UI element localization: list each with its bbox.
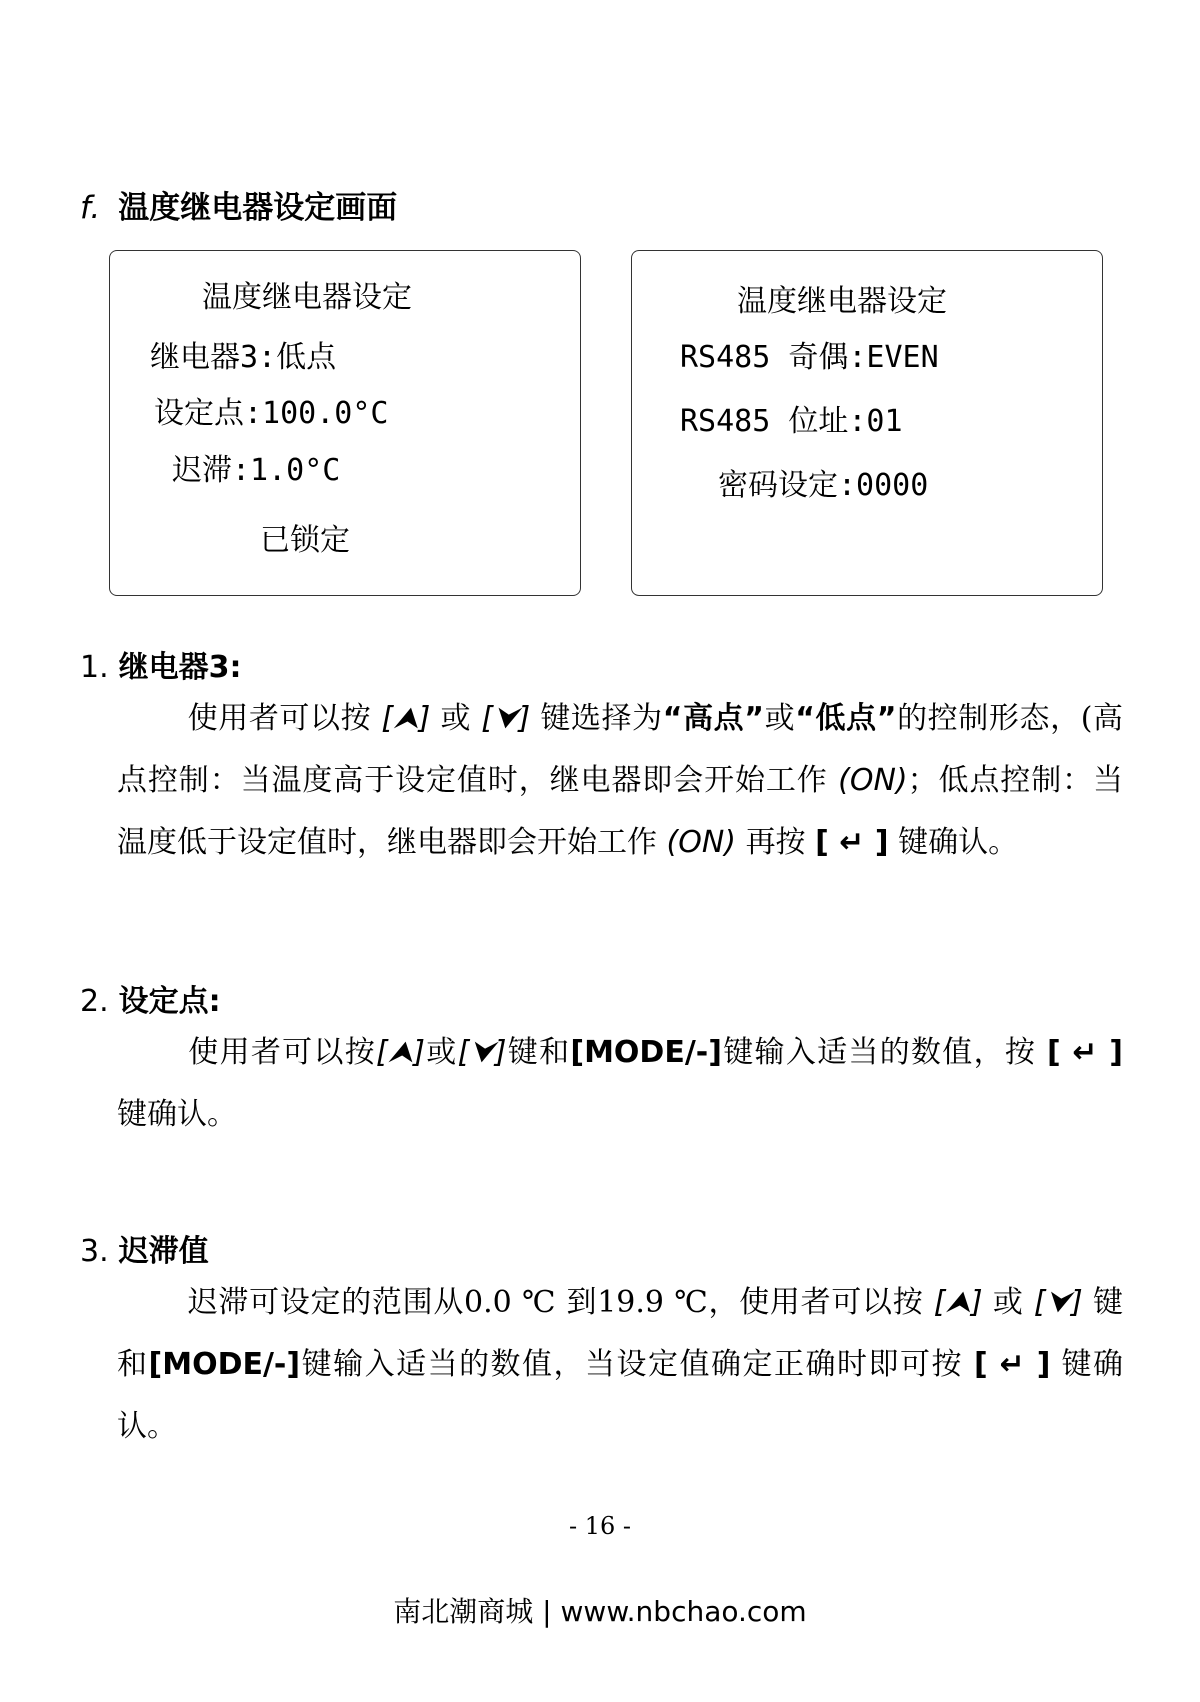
down-key: [⮟]	[1033, 1285, 1083, 1320]
relay-screen-left	[109, 250, 581, 596]
item2-text: 或	[424, 1035, 458, 1070]
item1-paragraph	[117, 688, 1123, 874]
item1-number: 1.	[80, 650, 109, 685]
item1-text: 或	[440, 701, 472, 736]
item2-paragraph	[117, 1022, 1123, 1146]
low-point-label: “低点”	[795, 701, 897, 736]
down-key: [⮟]	[457, 1035, 507, 1070]
screen-right-address: RS485 位址:01	[680, 404, 903, 439]
item3-text: 迟滞可设定的范围从0.0 ℃ 到19.9 ℃，使用者可以按	[187, 1285, 924, 1320]
mode-key: [MODE/-]	[148, 1347, 301, 1382]
screen-right-title: 温度继电器设定	[737, 284, 947, 319]
page-number: - 16 -	[568, 1512, 631, 1540]
mode-key: [MODE/-]	[570, 1035, 722, 1070]
section-letter: f.	[80, 190, 101, 226]
item3-text: 键输入适当的数值，当设定值确定正确时即可按	[300, 1347, 963, 1382]
high-point-label: “高点”	[662, 701, 764, 736]
item3-text: 键确认。	[117, 1347, 1123, 1444]
enter-key: [ ↵ ]	[815, 825, 889, 860]
item2-heading-text: 设定点:	[118, 984, 221, 1019]
item3-paragraph	[117, 1272, 1123, 1458]
item2-text: 键输入适当的数值，按	[721, 1035, 1037, 1070]
item2-number: 2.	[80, 984, 109, 1019]
item3-text: 键和	[117, 1285, 1124, 1382]
item1-text: 再按	[745, 825, 806, 860]
item1-text: ；低点控制：当温度低于设定值时，继电器即会开始工作	[117, 763, 1123, 860]
item2-text: 键和	[506, 1035, 571, 1070]
up-key: [⮝]	[381, 701, 431, 736]
item1-heading	[80, 642, 242, 686]
item3-text: 或	[992, 1285, 1024, 1320]
footer-watermark: 南北潮商城 | www.nbchao.com	[393, 1595, 807, 1628]
enter-key: [ ↵ ]	[974, 1347, 1051, 1382]
up-key: [⮝]	[933, 1285, 983, 1320]
on-label: (ON)	[666, 825, 737, 860]
item1-text: 使用者可以按	[187, 701, 372, 736]
screen-left-relay: 继电器3:低点	[150, 340, 337, 375]
item2-heading	[80, 976, 221, 1020]
section-title	[80, 182, 397, 227]
screen-left-setpoint: 设定点:100.0°C	[154, 396, 389, 431]
item1-heading-text: 继电器3:	[118, 650, 242, 685]
enter-key: [ ↵ ]	[1046, 1035, 1124, 1070]
screen-right-password: 密码设定:0000	[718, 468, 929, 503]
down-key: [⮟]	[481, 701, 531, 736]
item3-number: 3.	[80, 1234, 109, 1269]
screen-left-title: 温度继电器设定	[202, 280, 412, 315]
screen-right-parity: RS485 奇偶:EVEN	[680, 340, 939, 375]
screen-left-locked: 已锁定	[260, 523, 350, 558]
relay-screen-right	[631, 250, 1103, 596]
item2-text: 使用者可以按	[187, 1035, 377, 1070]
on-label: (ON)	[838, 763, 908, 798]
item2-text: 键确认。	[117, 1097, 237, 1132]
item1-text: 键选择为	[540, 701, 663, 736]
section-title-text: 温度继电器设定画面	[118, 190, 398, 226]
screen-left-hysteresis: 迟滞:1.0°C	[172, 453, 341, 488]
item1-text: 或	[764, 701, 796, 736]
item3-heading	[80, 1226, 209, 1270]
up-key: [⮝]	[376, 1035, 425, 1070]
item1-text: 键确认。	[898, 825, 1019, 860]
item3-heading-text: 迟滞值	[118, 1234, 209, 1269]
item1-text: 的控制形态，(高点控制：当温度高于设定值时，继电器即会开始工作	[117, 701, 1124, 798]
